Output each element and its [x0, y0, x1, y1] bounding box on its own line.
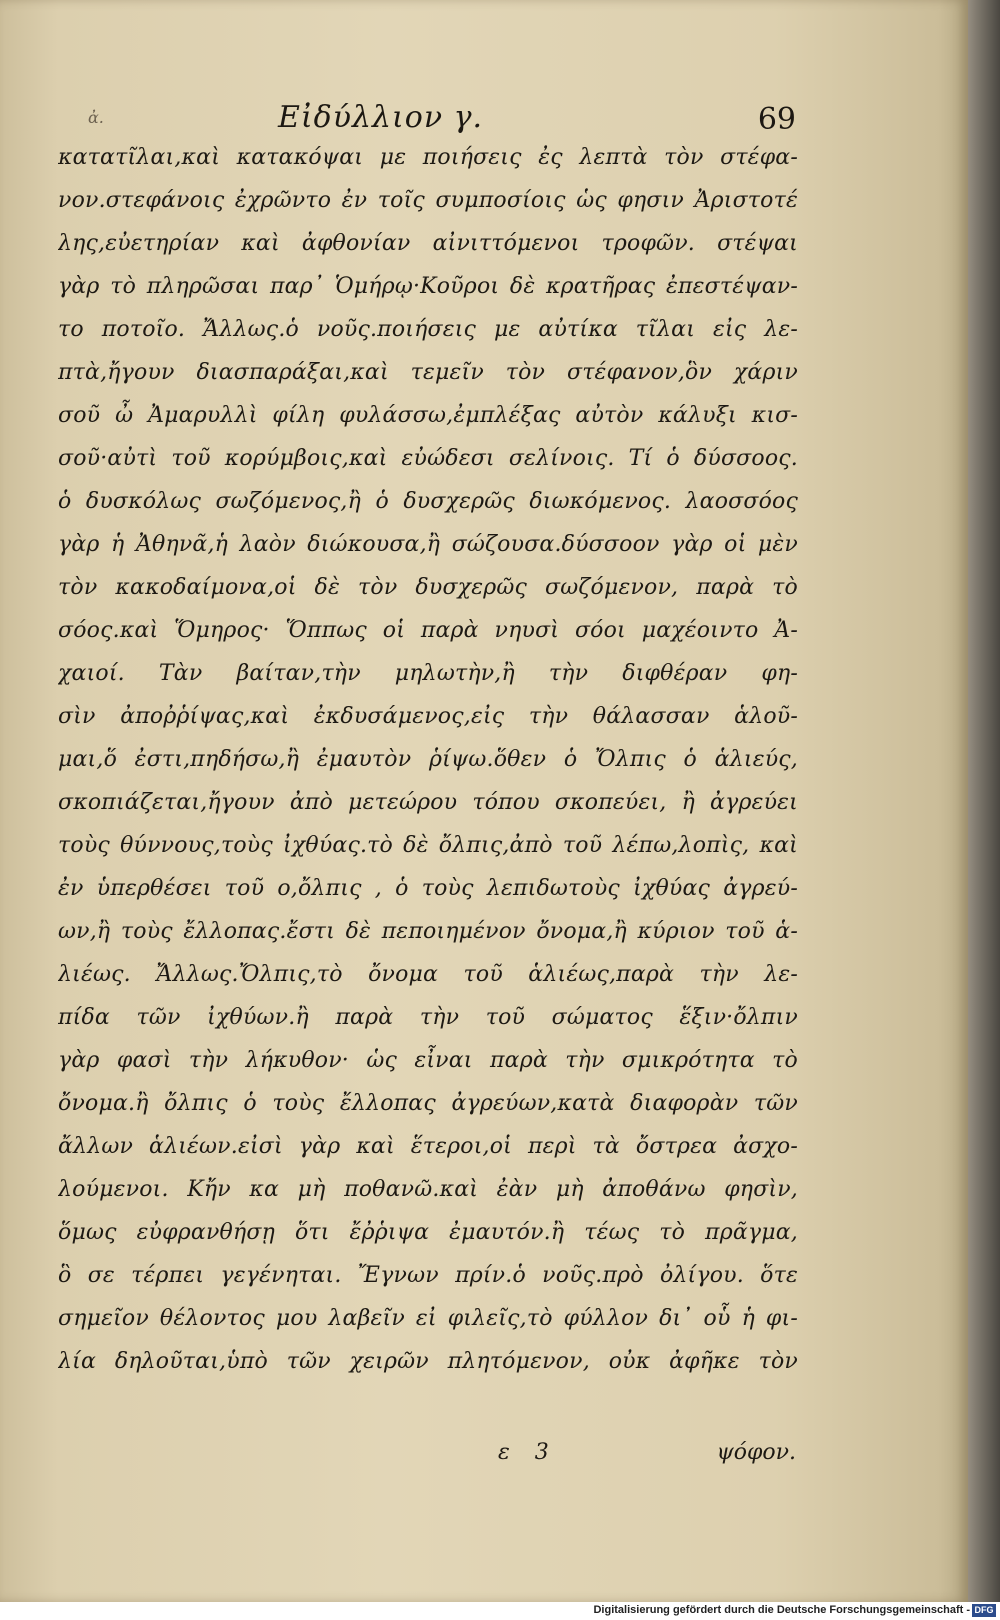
digitization-footer [0, 1602, 1000, 1620]
text-line: τοὺς θύννους,τοὺς ἰχθύας.τὸ δὲ ὄλπις,ἀπὸ τοῦ λέπω,λοπὶς, καὶ [58, 833, 798, 858]
text-line: ὁ δυσκόλως σωζόμενος,ἢ ὁ δυσχερῶς διωκόμενος. λαοσσόος [58, 489, 798, 514]
text-line: σοῦ·αὐτὶ τοῦ κορύμβοις,καὶ εὐώδεσι σελίνοις. Τί ὁ δύσσοος. [58, 446, 798, 471]
text-line: πίδα τῶν ἰχθύων.ἢ παρὰ τὴν τοῦ σώματος ἕξιν·ὄλπιν [58, 1005, 798, 1030]
text-line: γὰρ τὸ πληρῶσαι παρ᾽ Ὁμήρῳ·Κοῦροι δὲ κρατῆρας ἐπεστέψαν- [58, 274, 798, 299]
text-line: χαιοί. Τὰν βαίταν,τὴν μηλωτὴν,ἢ τὴν διφθέραν φη- [58, 661, 798, 686]
text-line: νον.στεφάνοις ἐχρῶντο ἐν τοῖς συμποσίοις ὡς φησιν Ἀριστοτέ [58, 188, 798, 213]
text-line: ἐν ὑπερθέσει τοῦ ο,ὄλπις , ὁ τοὺς λεπιδωτοὺς ἰχθύας ἀγρεύ- [58, 876, 798, 901]
text-line: σόος.καὶ Ὅμηρος· Ὅππως οἱ παρὰ νηυσὶ σόοι μαχέοιντο Ἀ- [58, 618, 798, 643]
margin-annotation: ἀ. [88, 108, 104, 127]
text-line: λία δηλοῦται,ὑπὸ τῶν χειρῶν πλητόμενον, οὐκ ἀφῆκε τὸν [58, 1349, 798, 1374]
text-line: σημεῖον θέλοντος μου λαβεῖν εἰ φιλεῖς,τὸ φύλλον δι᾽ οὗ ἡ φι- [58, 1306, 798, 1331]
text-line: σοῦ ὦ Ἀμαρυλλὶ φίλη φυλάσσω,ἐμπλέξας αὐτὸν κάλυξι κισ- [58, 403, 798, 428]
text-line: σὶν ἀποῤῥίψας,καὶ ἐκδυσάμενος,εἰς τὴν θάλασσαν ἁλοῦ- [58, 704, 798, 729]
page-foot [50, 1440, 796, 1480]
text-line: λης,εὐετηρίαν καὶ ἀφθονίαν αἰνιττόμενοι τροφῶν. στέψαι [58, 231, 798, 256]
text-line: ἄλλων ἁλιέων.εἰσὶ γὰρ καὶ ἕτεροι,οἱ περὶ τὰ ὄστρεα ἀσχο- [58, 1134, 798, 1159]
text-line: ὄνομα.ἢ ὄλπις ὁ τοὺς ἔλλοπας ἀγρεύων,κατὰ διαφορὰν τῶν [58, 1091, 798, 1116]
text-line: λιέως. Ἄλλως.Ὄλπις,τὸ ὄνομα τοῦ ἁλιέως,παρὰ τὴν λε- [58, 962, 798, 987]
text-line: γὰρ φασὶ τὴν λήκυθον· ὡς εἶναι παρὰ τὴν σμικρότητα τὸ [58, 1048, 798, 1073]
text-line: γὰρ ἡ Ἀθηνᾶ,ἡ λαὸν διώκουσα,ἢ σώζουσα.δύσσοον γὰρ οἱ μὲν [58, 532, 798, 557]
page-number: 69 [757, 102, 796, 137]
text-line: ων,ἢ τοὺς ἔλλοπας.ἔστι δὲ πεποιημένον ὄνομα,ἢ κύριον τοῦ ἁ- [58, 919, 798, 944]
text-line: μαι,ὅ ἐστι,πηδήσω,ἢ ἐμαυτὸν ῥίψω.ὅθεν ὁ Ὄλπις ὁ ἁλιεύς, [58, 747, 798, 772]
dfg-logo: DFG [972, 1604, 996, 1617]
funding-credit: Digitalisierung gefördert durch die Deutsche Forschungsgemeinschaft - [593, 1604, 970, 1616]
running-head [50, 100, 796, 140]
text-line: κατατῖλαι,καὶ κατακόψαι με ποιήσεις ἐς λεπτὰ τὸν στέφα- [58, 145, 798, 170]
text-block [58, 136, 798, 1383]
text-line: σκοπιάζεται,ἤγουν ἀπὸ μετεώρου τόπου σκοπεύει, ἢ ἀγρεύει [58, 790, 798, 815]
running-title: Εἰδύλλιον γ. [278, 100, 484, 135]
signature-mark: ε 3 [498, 1440, 549, 1465]
text-line: πτὰ,ἤγουν διασπαράξαι,καὶ τεμεῖν τὸν στέφανον,ὃν χάριν [58, 360, 798, 385]
book-binding-edge [966, 0, 1000, 1620]
text-line: ὅμως εὐφρανθήσῃ ὅτι ἔῤῥιψα ἐμαυτόν.ἢ τέως τὸ πρᾶγμα, [58, 1220, 798, 1245]
text-line: λούμενοι. Κἤν κα μὴ ποθανῶ.καὶ ἐὰν μὴ ἀποθάνω φησὶν, [58, 1177, 798, 1202]
text-line: τὸν κακοδαίμονα,οἱ δὲ τὸν δυσχερῶς σωζόμενον, παρὰ τὸ [58, 575, 798, 600]
text-line: το ποτοῖο. Ἄλλως.ὁ νοῦς.ποιήσεις με αὐτίκα τῖλαι εἰς λε- [58, 317, 798, 342]
text-line: ὃ σε τέρπει γεγένηται. Ἔγνων πρίν.ὁ νοῦς.πρὸ ὀλίγου. ὅτε [58, 1263, 798, 1288]
catchword: ψόφον. [716, 1440, 796, 1465]
page-content [50, 100, 798, 1520]
